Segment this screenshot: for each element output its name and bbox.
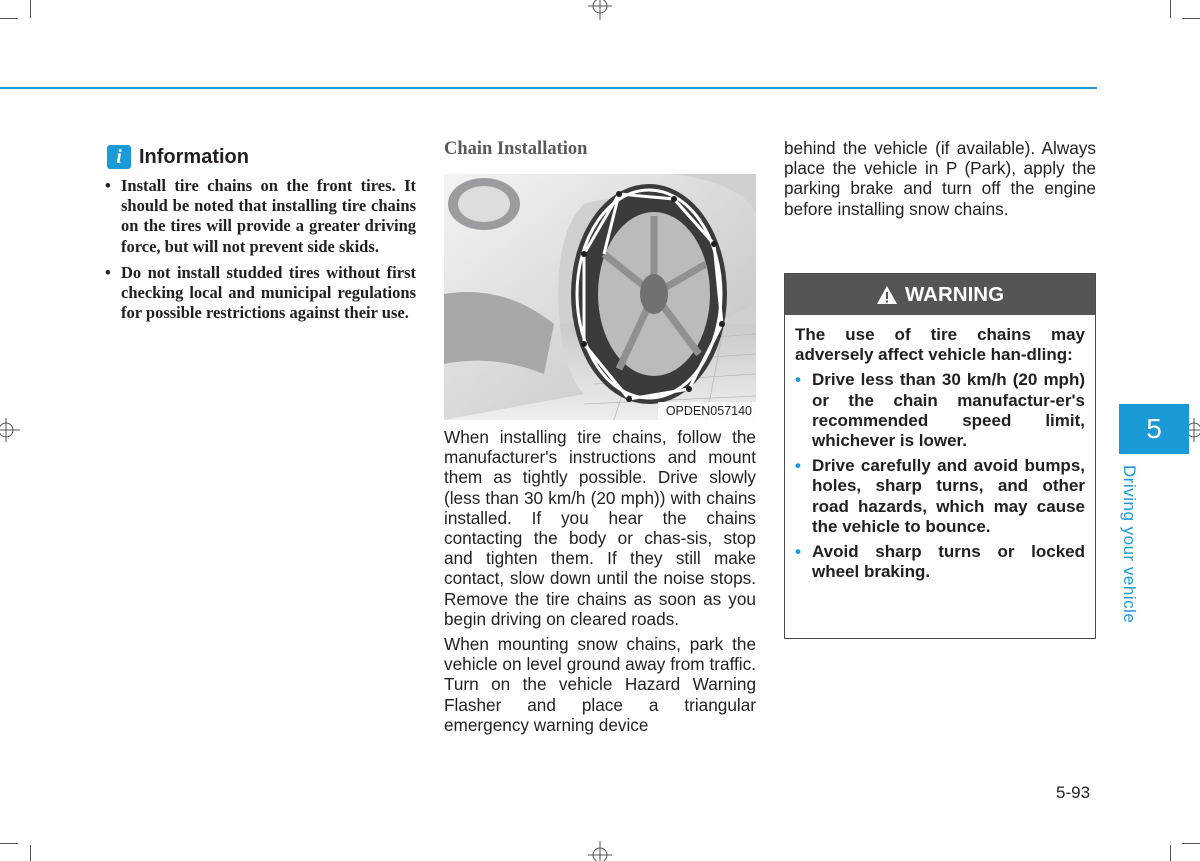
info-icon: i: [107, 145, 131, 169]
warning-header: [785, 274, 1095, 315]
warning-triangle-icon: [876, 285, 898, 305]
continuation-paragraph: behind the vehicle (if available). Always place the vehicle in P (Park), apply the parking brake and turn off the engine before installing snow chains.: [784, 138, 1096, 219]
paragraph: When mounting snow chains, park the vehicle on level ground away from traffic. Turn on the vehicle Hazard Warning Flasher and place a triangular emergency warning device: [444, 634, 756, 735]
warning-body: [785, 315, 1095, 582]
crop-mark: [1182, 843, 1200, 844]
chain-installation-text: [444, 427, 756, 740]
page-number: 5-93: [1056, 783, 1091, 802]
paragraph: When installing tire chains, follow the manufacturer's instructions and mount them as tightly possible. Drive slowly (less than 30 km/h (20 mph)) with chains installed. If you hear the chains contacting the body or chas-sis, stop and tighten them. If they still make contact, slow down until the noise stops. Remove the tire chains as soon as you begin driving on cleared roads.: [444, 427, 756, 629]
tire-chain-figure: [444, 174, 756, 420]
information-item: • Do not install studded tires without first checking local and municipal regulations for possible restrictions against their use.: [104, 263, 416, 324]
crop-mark: [0, 843, 18, 844]
chapter-label: [1115, 465, 1159, 625]
warning-title: WARNING: [904, 282, 1005, 306]
warning-box: [784, 273, 1096, 639]
information-heading: [107, 144, 249, 170]
information-title: Information: [139, 145, 249, 168]
chapter-label-text: Driving your vehicle: [1120, 465, 1139, 624]
information-item: • Install tire chains on the front tires. It should be noted that installing tire chains on the tires will provide a greater driving force, but will not prevent side skids.: [104, 176, 416, 257]
tire-chain-illustration: [444, 174, 756, 420]
information-list: [104, 176, 416, 329]
figure-code: OPDEN057140: [658, 402, 756, 420]
warning-intro: The use of tire chains may adversely affect vehicle han-dling:: [795, 325, 1085, 365]
chapter-tab: 5: [1119, 404, 1189, 454]
registration-mark: [0, 418, 20, 442]
crop-mark: [30, 0, 31, 18]
warning-item: • Drive less than 30 km/h (20 mph) or the chain manufactur-er's recommended speed limit, whichever is lower.: [795, 370, 1085, 451]
header-rule: [0, 87, 1097, 89]
warning-item: • Avoid sharp turns or locked wheel braking.: [795, 542, 1085, 582]
registration-mark: [588, 841, 612, 861]
warning-list: [795, 370, 1085, 582]
crop-mark: [1170, 845, 1171, 861]
registration-mark: [588, 0, 612, 20]
crop-mark: [1182, 18, 1200, 19]
warning-item: • Drive carefully and avoid bumps, holes, sharp turns, and other road hazards, which may cause the vehicle to bounce.: [795, 456, 1085, 537]
crop-mark: [1170, 0, 1171, 18]
crop-mark: [0, 18, 18, 19]
crop-mark: [30, 845, 31, 861]
section-title: Chain Installation: [444, 139, 588, 159]
